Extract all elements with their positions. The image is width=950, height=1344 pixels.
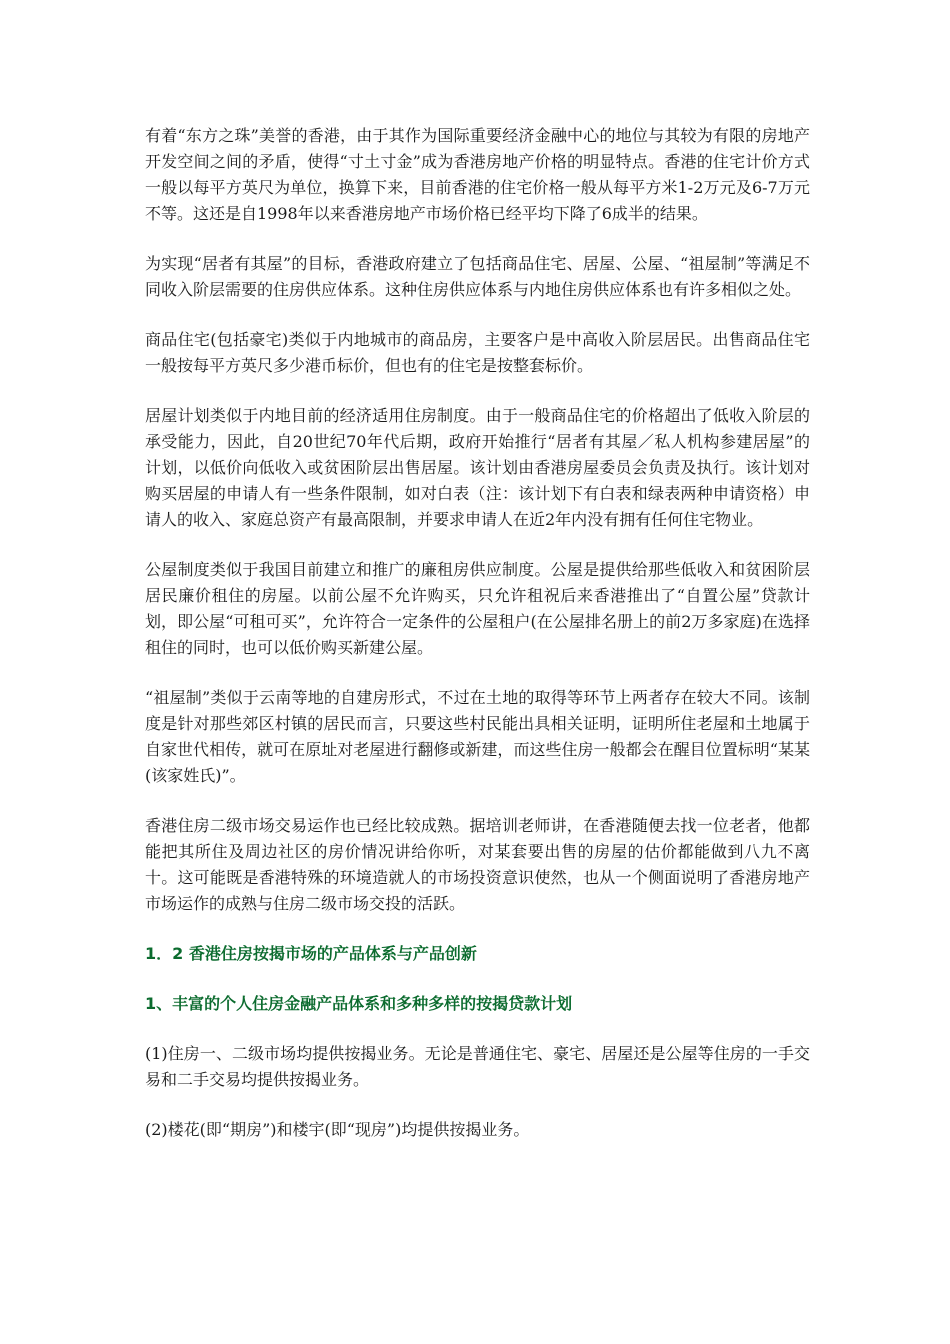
document-body	[145, 123, 810, 1167]
subsection-heading: 1、丰富的个人住房金融产品体系和多种多样的按揭贷款计划	[145, 994, 573, 1013]
section-heading: 1．2 香港住房按揭市场的产品体系与产品创新	[145, 944, 477, 963]
paragraph-commercial-housing: 商品住宅(包括豪宅)类似于内地城市的商品房，主要客户是中高收入阶层居民。出售商品住宅一般按每平方英尺多少港币标价，但也有的住宅是按整套标价。	[145, 330, 810, 375]
paragraph-ancestral-house: “祖屋制”类似于云南等地的自建房形式，不过在土地的取得等环节上两者存在较大不同。该制度是针对那些郊区村镇的居民而言，只要这些村民能出具相关证明，证明所住老屋和土地属于自家世代相传，就可在原址对老屋进行翻修或新建，而这些住房一般都会在醒目位置标明“某某(该家姓氏)”。	[145, 688, 810, 785]
paragraph-item-1: (1)住房一、二级市场均提供按揭业务。无论是普通住宅、豪宅、居屋还是公屋等住房的一手交易和二手交易均提供按揭业务。	[145, 1044, 810, 1089]
paragraph-item-2: (2)楼花(即“期房”)和楼宇(即“现房”)均提供按揭业务。	[145, 1120, 530, 1139]
paragraph-home-ownership-scheme: 居屋计划类似于内地目前的经济适用住房制度。由于一般商品住宅的价格超出了低收入阶层的承受能力，因此，自20世纪70年代后期，政府开始推行“居者有其屋／私人机构参建居屋”的计划，以低价向低收入或贫困阶层出售居屋。该计划由香港房屋委员会负责及执行。该计划对购买居屋的申请人有一些条件限制，如对白表（注：该计划下有白表和绿表两种申请资格）申请人的收入、家庭总资产有最高限制，并要求申请人在近2年内没有拥有任何住宅物业。	[145, 406, 810, 529]
paragraph-hong-kong-prices: 有着“东方之珠”美誉的香港，由于其作为国际重要经济金融中心的地位与其较为有限的房地产开发空间之间的矛盾，使得“寸土寸金”成为香港房地产价格的明显特点。香港的住宅计价方式一般以每平方英尺为单位，换算下来，目前香港的住宅价格一般从每平方米1-2万元及6-7万元不等。这还是自1998年以来香港房地产市场价格已经平均下降了6成半的结果。	[145, 126, 810, 223]
paragraph-secondary-market: 香港住房二级市场交易运作也已经比较成熟。据培训老师讲，在香港随便去找一位老者，他都能把其所住及周边社区的房价情况讲给你听，对某套要出售的房屋的估价都能做到八九不离十。这可能既是香港特殊的环境造就人的市场投资意识使然，也从一个侧面说明了香港房地产市场运作的成熟与住房二级市场交投的活跃。	[145, 816, 810, 913]
paragraph-public-housing: 公屋制度类似于我国目前建立和推广的廉租房供应制度。公屋是提供给那些低收入和贫困阶层居民廉价租住的房屋。以前公屋不允许购买，只允许租祝后来香港推出了“自置公屋”贷款计划，即公屋“可租可买”，允许符合一定条件的公屋租户(在公屋排名册上的前2万多家庭)在选择租住的同时，也可以低价购买新建公屋。	[145, 560, 810, 657]
paragraph-housing-supply-system: 为实现“居者有其屋”的目标，香港政府建立了包括商品住宅、居屋、公屋、“祖屋制”等满足不同收入阶层需要的住房供应体系。这种住房供应体系与内地住房供应体系也有许多相似之处。	[145, 254, 810, 299]
